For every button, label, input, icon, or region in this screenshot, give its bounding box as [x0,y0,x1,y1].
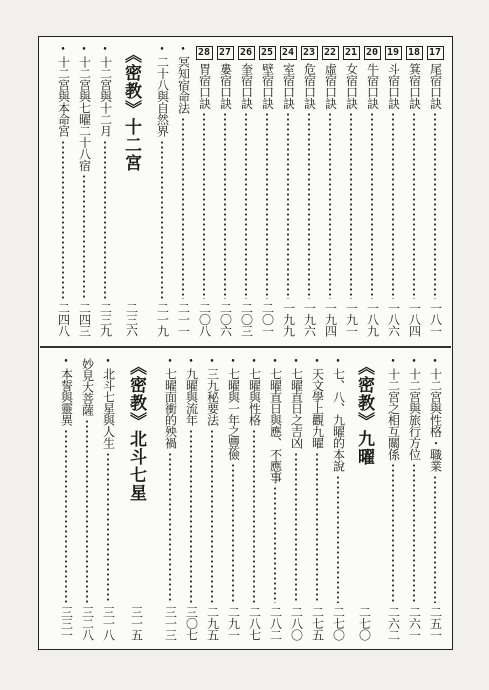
entry-title: 冥知宿命法 [176,56,191,114]
entry-title: 十二宮與本命宮 [56,56,71,137]
toc-entry[interactable] [328,358,348,640]
leader-dots [392,112,394,299]
leader-dots [274,486,276,603]
bullet-icon: • [102,45,108,55]
entry-title: 天文學上觀九曜 [310,368,325,449]
entry-number: 24 [280,46,297,60]
toc-entry[interactable] [341,46,361,336]
toc-entry[interactable] [173,46,193,336]
entry-title: 箕宿口訣 [407,63,422,109]
entry-page: 二〇八 [197,301,212,336]
toc-entry[interactable] [181,358,201,640]
entry-title: 七曜與一年之豐儉 [226,368,241,460]
entry-page: 二四八 [56,301,71,336]
entry-title: 本誓與靈異 [59,368,74,426]
leader-dots [83,174,85,299]
entry-title: 奎宿口訣 [239,63,254,109]
entry-number: 17 [427,46,444,60]
entry-title: 室宿口訣 [281,63,296,109]
bullet-icon: • [105,357,111,367]
leader-dots [337,475,339,603]
entry-title: 北斗七星與人生 [101,368,116,449]
entry-page: 二六二 [386,605,401,640]
section-page: 二七〇 [357,605,372,640]
leader-dots [371,112,373,299]
leader-dots [308,112,310,299]
entry-number: 20 [364,46,381,60]
leader-dots [295,452,297,603]
bullet-icon: • [81,45,87,55]
entry-number: 18 [406,46,423,60]
toc-entry[interactable] [299,46,319,336]
entry-page: 二六一 [407,605,422,640]
toc-entry[interactable] [425,358,445,640]
leader-dots [224,112,226,299]
entry-page: 三一三 [163,605,178,640]
leader-dots [182,117,184,299]
leader-dots [86,419,88,603]
bullet-icon: • [63,357,69,367]
section-heading[interactable] [119,46,143,336]
section-title: 《密教》十二宮 [121,46,141,172]
entry-number: 21 [343,46,360,60]
bullet-icon: • [159,45,165,55]
leader-dots [266,112,268,299]
entry-page: 三三一 [59,605,74,640]
toc-entry[interactable] [320,46,340,336]
entry-title: 十二宮與性格・職業 [428,368,443,472]
entry-page: 二〇三 [239,301,254,336]
entry-page: 一八一 [428,301,443,336]
bullet-icon: • [314,357,320,367]
toc-entry[interactable] [244,358,264,640]
leader-dots [329,112,331,299]
entry-page: 三二八 [80,605,95,640]
half-divider [40,346,451,348]
entry-number: 23 [301,46,318,60]
section-heading[interactable] [352,358,376,640]
entry-page: 二九一 [226,605,241,640]
bullet-icon: • [251,357,257,367]
entry-number: 19 [385,46,402,60]
bullet-icon: • [272,357,278,367]
toc-entry[interactable] [202,358,222,640]
entry-page: 二八七 [247,605,262,640]
entry-page: 一九四 [323,301,338,336]
leader-dots [287,112,289,299]
entry-page: 一九九 [281,301,296,336]
toc-entry[interactable] [77,358,97,640]
toc-entry[interactable] [307,358,327,640]
toc-entry[interactable] [95,46,115,336]
entry-page: 二一九 [155,301,170,336]
entry-number: 28 [196,46,213,60]
entry-title: 九曜與流年 [184,368,199,426]
entry-page: 一九六 [302,301,317,336]
section-title: 《密教》九曜 [354,358,374,466]
toc-entry[interactable] [286,358,306,640]
leader-dots [434,475,436,603]
leader-dots [65,429,67,603]
bullet-icon: • [293,357,299,367]
toc-entry[interactable] [362,46,382,336]
toc-entry[interactable] [236,46,256,336]
toc-entry[interactable] [257,46,277,336]
leader-dots [104,140,106,299]
toc-entry[interactable] [53,46,73,336]
toc-entry[interactable] [56,358,76,640]
entry-title: 壁宿口訣 [260,63,275,109]
leader-dots [253,429,255,603]
toc-entry[interactable] [98,358,118,640]
entry-title: 虛宿口訣 [323,63,338,109]
leader-dots [413,463,415,603]
bullet-icon: • [60,45,66,55]
entry-page: 二七〇 [331,605,346,640]
entry-title: 十二宮與七曜二十八宿 [77,56,92,171]
toc-entry[interactable] [223,358,243,640]
entry-title: 危宿口訣 [302,63,317,109]
toc-entry[interactable] [74,46,94,336]
toc-entry[interactable] [152,46,172,336]
entry-title: 婁宿口訣 [218,63,233,109]
entry-page: 二一一 [176,301,191,336]
leader-dots [190,429,192,603]
leader-dots [232,463,234,603]
bullet-icon: • [209,357,215,367]
bullet-icon: • [390,357,396,367]
leader-dots [245,112,247,299]
leader-dots [169,452,171,603]
entry-title: 胃宿口訣 [197,63,212,109]
toc-entry[interactable] [160,358,180,640]
bullet-icon: • [230,357,236,367]
entry-title: 三九秘要法 [205,368,220,426]
bullet-icon: • [432,357,438,367]
entry-title: 十二宮之相互關係 [386,368,401,460]
entry-title: 妙見大菩薩 [80,358,95,416]
bullet-icon: • [180,45,186,55]
leader-dots [392,463,394,603]
entry-title: 十二宮與十二月 [98,56,113,137]
toc-entry[interactable] [404,358,424,640]
toc-entry[interactable] [383,46,403,336]
leader-dots [211,429,213,603]
section-heading[interactable] [124,358,148,640]
entry-page: 二九五 [205,605,220,640]
leader-dots [316,452,318,603]
toc-entry[interactable] [425,46,445,336]
entry-page: 二〇六 [218,301,233,336]
leader-dots [107,452,109,603]
entry-page: 二三九 [98,301,113,336]
entry-title: 十二宮與旅行方位 [407,368,422,460]
leader-dots [434,112,436,299]
entry-page: 一八六 [386,301,401,336]
bullet-icon: • [335,357,341,367]
toc-entry[interactable] [404,46,424,336]
entry-title: 七曜面衝的殃禍 [163,368,178,449]
entry-title: 牛宿口訣 [365,63,380,109]
bullet-icon: • [167,357,173,367]
section-page: 二三六 [124,301,139,336]
toc-entry[interactable] [278,46,298,336]
entry-title: 二十八與自然界 [155,56,170,137]
leader-dots [350,112,352,299]
entry-page: 二四三 [77,301,92,336]
section-page: 三一五 [129,605,144,640]
entry-page: 二〇一 [260,301,275,336]
entry-title: 斗宿口訣 [386,63,401,109]
bullet-icon: • [188,357,194,367]
section-title: 《密教》北斗七星 [126,358,146,502]
entry-page: 一八四 [407,301,422,336]
entry-page: 二五一 [428,605,443,640]
leader-dots [203,112,205,299]
entry-title: 七曜直日之吉凶 [289,368,304,449]
toc-entry[interactable] [383,358,403,640]
entry-title: 尾宿口訣 [428,63,443,109]
entry-title: 七曜與性格 [247,368,262,426]
entry-title: 女宿口訣 [344,63,359,109]
leader-dots [62,140,64,299]
toc-entry[interactable] [215,46,235,336]
entry-number: 22 [322,46,339,60]
entry-page: 二八〇 [289,605,304,640]
entry-page: 二七五 [310,605,325,640]
entry-title: 七曜直日與應、不應事 [268,368,283,483]
leader-dots [413,112,415,299]
entry-page: 二八二 [268,605,283,640]
toc-entry[interactable] [194,46,214,336]
entry-title: 七、八、九曜的本說 [331,368,346,472]
entry-number: 26 [238,46,255,60]
leader-dots [161,140,163,299]
entry-number: 25 [259,46,276,60]
entry-number: 27 [217,46,234,60]
bullet-icon: • [411,357,417,367]
toc-entry[interactable] [265,358,285,640]
entry-page: 三〇七 [184,605,199,640]
entry-page: 一九一 [344,301,359,336]
entry-page: 一八九 [365,301,380,336]
entry-page: 三一八 [101,605,116,640]
